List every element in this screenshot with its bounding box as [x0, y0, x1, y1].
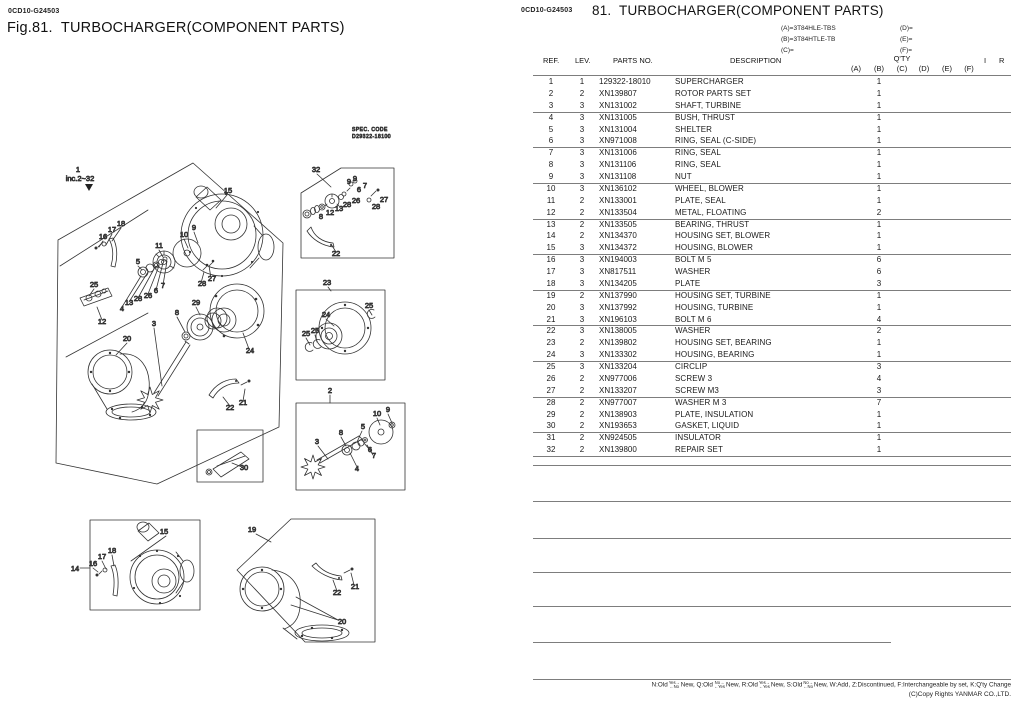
table-row: 5 3 XN131004 SHELTER 1: [548, 124, 882, 134]
sealant-box-30: [197, 430, 263, 482]
callout-leaders: [80, 174, 392, 620]
turbine-housing-panel-19: [237, 519, 375, 642]
row-group-rule: [533, 432, 1011, 433]
part-callout: 30: [239, 463, 249, 472]
spec-model-e: (E)=: [900, 36, 913, 43]
swap-arrows-icon: Yes → ← No: [669, 681, 680, 690]
part-callout: 24: [321, 310, 331, 319]
part-callout: 22: [331, 249, 341, 258]
table-row: 32 2 XN139800 REPAIR SET 1: [546, 445, 882, 455]
part-callout: 17: [107, 225, 117, 234]
swap-arrows-icon: No → ← No: [803, 681, 813, 690]
part-callout: 17: [97, 552, 107, 561]
col-header-lev: LEV.: [575, 56, 591, 65]
col-header-parts-no: PARTS NO.: [613, 56, 653, 65]
table-row: 21 3 XN196103 BOLT M 6 4: [546, 314, 882, 324]
footer-rule: [533, 679, 1011, 680]
table-row: 25 3 XN133204 CIRCLIP 3: [546, 362, 882, 371]
table-row: 28 2 XN977007 WASHER M 3 7: [546, 397, 882, 407]
table-row: 6 3 XN971008 RING, SEAL (C-SIDE) 1: [548, 136, 882, 146]
row-group-rule: [533, 147, 1011, 148]
empty-row-rule: [533, 606, 1011, 607]
part-callout: 9: [352, 174, 358, 183]
part-callout: 3: [314, 437, 320, 446]
part-callout: 19: [247, 525, 257, 534]
table-row: 4 3 XN131005 BUSH, THRUST 1: [548, 112, 882, 122]
qty-subcolumn: (F): [964, 64, 974, 73]
qty-subcolumn: (C): [896, 64, 908, 73]
spec-model-b: (B)=3T84HTLE-TB: [781, 36, 836, 43]
col-header-r: R: [999, 56, 1005, 65]
part-callout: 12: [97, 317, 107, 326]
part-callout: 21: [238, 398, 248, 407]
part-callout: 10: [179, 230, 189, 239]
empty-row-rule: [533, 501, 1011, 502]
spec-model-f: (F)=: [900, 47, 913, 54]
table-row: 7 3 XN131006 RING, SEAL 1: [548, 148, 882, 158]
section-title: 81. TURBOCHARGER(COMPONENT PARTS): [592, 3, 884, 18]
table-row: 29 2 XN138903 PLATE, INSULATION 1: [546, 409, 882, 419]
part-callout: 25: [301, 329, 311, 338]
part-callouts: [66, 165, 390, 626]
part-callout: 29: [191, 298, 201, 307]
part-callout: 24: [245, 346, 255, 355]
main-assembly-panel: [56, 163, 283, 484]
part-callout: 9: [346, 177, 352, 186]
spec-model-d: (D)=: [900, 25, 913, 32]
figure-title: Fig.81. TURBOCHARGER(COMPONENT PARTS): [7, 20, 345, 36]
swap-arrows-icon: No → ← Yes: [714, 681, 725, 690]
part-callout: 22: [332, 588, 342, 597]
table-row: 22 3 XN138005 WASHER 2: [546, 326, 882, 336]
row-group-rule: [533, 254, 1011, 255]
part-callout: 7: [362, 181, 368, 190]
table-row: 27 2 XN133207 SCREW M3 3: [546, 385, 882, 395]
table-row: 13 2 XN133505 BEARING, THRUST 1: [546, 219, 882, 229]
spec-code-label: SPEC. CODE: [352, 127, 388, 133]
col-header-description: DESCRIPTION: [730, 56, 782, 65]
part-callout: 11: [155, 241, 163, 250]
part-callout: 8: [318, 212, 324, 221]
part-callout: 28: [342, 200, 352, 209]
table-row: 17 3 XN817511 WASHER 6: [546, 267, 882, 276]
part-callout: 26: [351, 196, 361, 205]
part-callout: 22: [225, 403, 235, 412]
part-callout: 5: [135, 257, 141, 266]
part-callout: 4: [354, 464, 360, 473]
table-row: 8 3 XN131106 RING, SEAL 1: [548, 160, 882, 170]
empty-row-rule-short: [533, 642, 891, 643]
part-callout: 15: [223, 186, 233, 195]
table-row: 26 2 XN977006 SCREW 3 4: [546, 373, 882, 383]
table-row: 10 3 XN136102 WHEEL, BLOWER 1: [546, 183, 882, 193]
table-row: 9 3 XN131108 NUT 1: [548, 172, 882, 181]
part-callout: 7: [160, 281, 166, 290]
part-callout: 20: [337, 617, 347, 626]
table-row: 20 3 XN137992 HOUSING, TURBINE 1: [546, 302, 882, 312]
table-row: 1 1 129322-18010 SUPERCHARGER 1: [548, 77, 882, 86]
part-callout: 28: [197, 279, 207, 288]
part-callout: 6: [367, 445, 373, 454]
part-callout: 4: [119, 304, 125, 313]
part-callout: 20: [122, 334, 132, 343]
part-callout: 18: [116, 219, 126, 228]
part-callout: 27: [379, 195, 389, 204]
part-callout: 6: [153, 286, 159, 295]
part-callout: 3: [151, 319, 157, 328]
table-row: 11 2 XN133001 PLATE, SEAL 1: [546, 195, 882, 205]
part-callout: 23: [322, 278, 332, 287]
page-code-left: 0CD10-G24503: [8, 8, 60, 15]
part-callout: 26: [143, 291, 153, 300]
spec-code-value: D29322-18100: [352, 134, 392, 140]
part-callout: 13: [124, 298, 134, 307]
part-callout: 14: [70, 564, 80, 573]
part-callout: 27: [207, 274, 217, 283]
table-row: 2 2 XN139807 ROTOR PARTS SET 1: [548, 88, 882, 98]
empty-row-rule: [533, 572, 1011, 573]
col-header-i: I: [984, 56, 987, 65]
part-callout: 32: [311, 165, 321, 174]
part-callout: 25: [364, 301, 374, 310]
part-callout: inc.2~32: [65, 174, 95, 183]
row-group-rule: [533, 290, 1011, 291]
spec-model-a: (A)=3T84HLE-TBS: [781, 25, 836, 32]
page-code-right: 0CD10-G24503: [521, 7, 573, 14]
col-header-qty: Q'TY: [893, 54, 911, 63]
part-callout: 8: [338, 428, 344, 437]
part-callout: 16: [98, 232, 108, 241]
row-group-rule: [533, 361, 1011, 362]
table-row: 16 3 XN194003 BOLT M 5 6: [546, 255, 882, 265]
row-group-rule: [533, 112, 1011, 113]
part-callout: 6: [356, 185, 362, 194]
part-callout: 12: [325, 208, 335, 217]
part-callout: 8: [174, 308, 180, 317]
table-row: 31 2 XN924505 INSULATOR 1: [546, 433, 882, 443]
part-callout: 13: [334, 204, 344, 213]
table-row: 19 2 XN137990 HOUSING SET, TURBINE 1: [546, 290, 882, 300]
empty-row-rule: [533, 538, 1011, 539]
part-callout: 25: [310, 326, 320, 335]
part-callout: 25: [89, 280, 99, 289]
part-callout: 16: [88, 559, 98, 568]
parts-table: [533, 76, 1011, 456]
row-group-rule: [533, 325, 1011, 326]
part-callout: 28: [371, 202, 381, 211]
part-callout: 21: [350, 582, 360, 591]
table-row: 15 3 XN134372 HOUSING, BLOWER 1: [546, 243, 882, 253]
swap-arrows-icon: Yes → ← Yes: [759, 681, 770, 690]
row-group-rule: [533, 219, 1011, 220]
revision-legend: N:Old Yes → ← No New, Q:Old No → ← Yes New, R:Old Yes → ← Yes New, S:Old No → ← No New, W:Add, Z:Discontinued, F:Interchangeable by set, K:Q'ty Change: [533, 681, 1011, 690]
table-row: 14 2 XN134370 HOUSING SET, BLOWER 1: [546, 231, 882, 241]
row-group-rule: [533, 397, 1011, 398]
blower-housing-panel-14: [90, 520, 200, 610]
qty-subcolumn: (A): [851, 64, 861, 73]
spec-model-c: (C)=: [781, 47, 794, 54]
part-callout: 5: [360, 422, 366, 431]
col-header-ref: REF.: [543, 56, 560, 65]
row-group-rule: [533, 183, 1011, 184]
qty-subcolumn: (D): [918, 64, 930, 73]
part-callout: 9: [191, 223, 197, 232]
empty-row-rule: [533, 465, 1011, 466]
row-group-rule: [533, 456, 1011, 457]
table-row: 12 2 XN133504 METAL, FLOATING 2: [546, 207, 882, 217]
part-callout: 15: [159, 527, 169, 536]
table-row: 23 2 XN139802 HOUSING SET, BEARING 1: [546, 338, 882, 348]
copyright-notice: (C)Copy Rights YANMAR CO.,LTD.: [908, 691, 1011, 698]
part-callout: 1: [75, 165, 81, 174]
part-callout: 2: [327, 386, 333, 395]
table-row: 30 2 XN193653 GASKET, LIQUID 1: [546, 421, 882, 431]
part-callout: 10: [372, 409, 382, 418]
qty-subcolumn: (B): [874, 64, 884, 73]
table-row: 3 3 XN131002 SHAFT, TURBINE 1: [548, 100, 882, 110]
part-callout: 28: [133, 294, 143, 303]
part-callout: 9: [385, 405, 391, 414]
table-row: 24 3 XN133302 HOUSING, BEARING 1: [546, 350, 882, 360]
part-callout: 7: [371, 451, 377, 460]
table-row: 18 3 XN134205 PLATE 3: [546, 278, 882, 288]
part-callout: 18: [107, 546, 117, 555]
qty-subcolumn: (E): [942, 64, 952, 73]
